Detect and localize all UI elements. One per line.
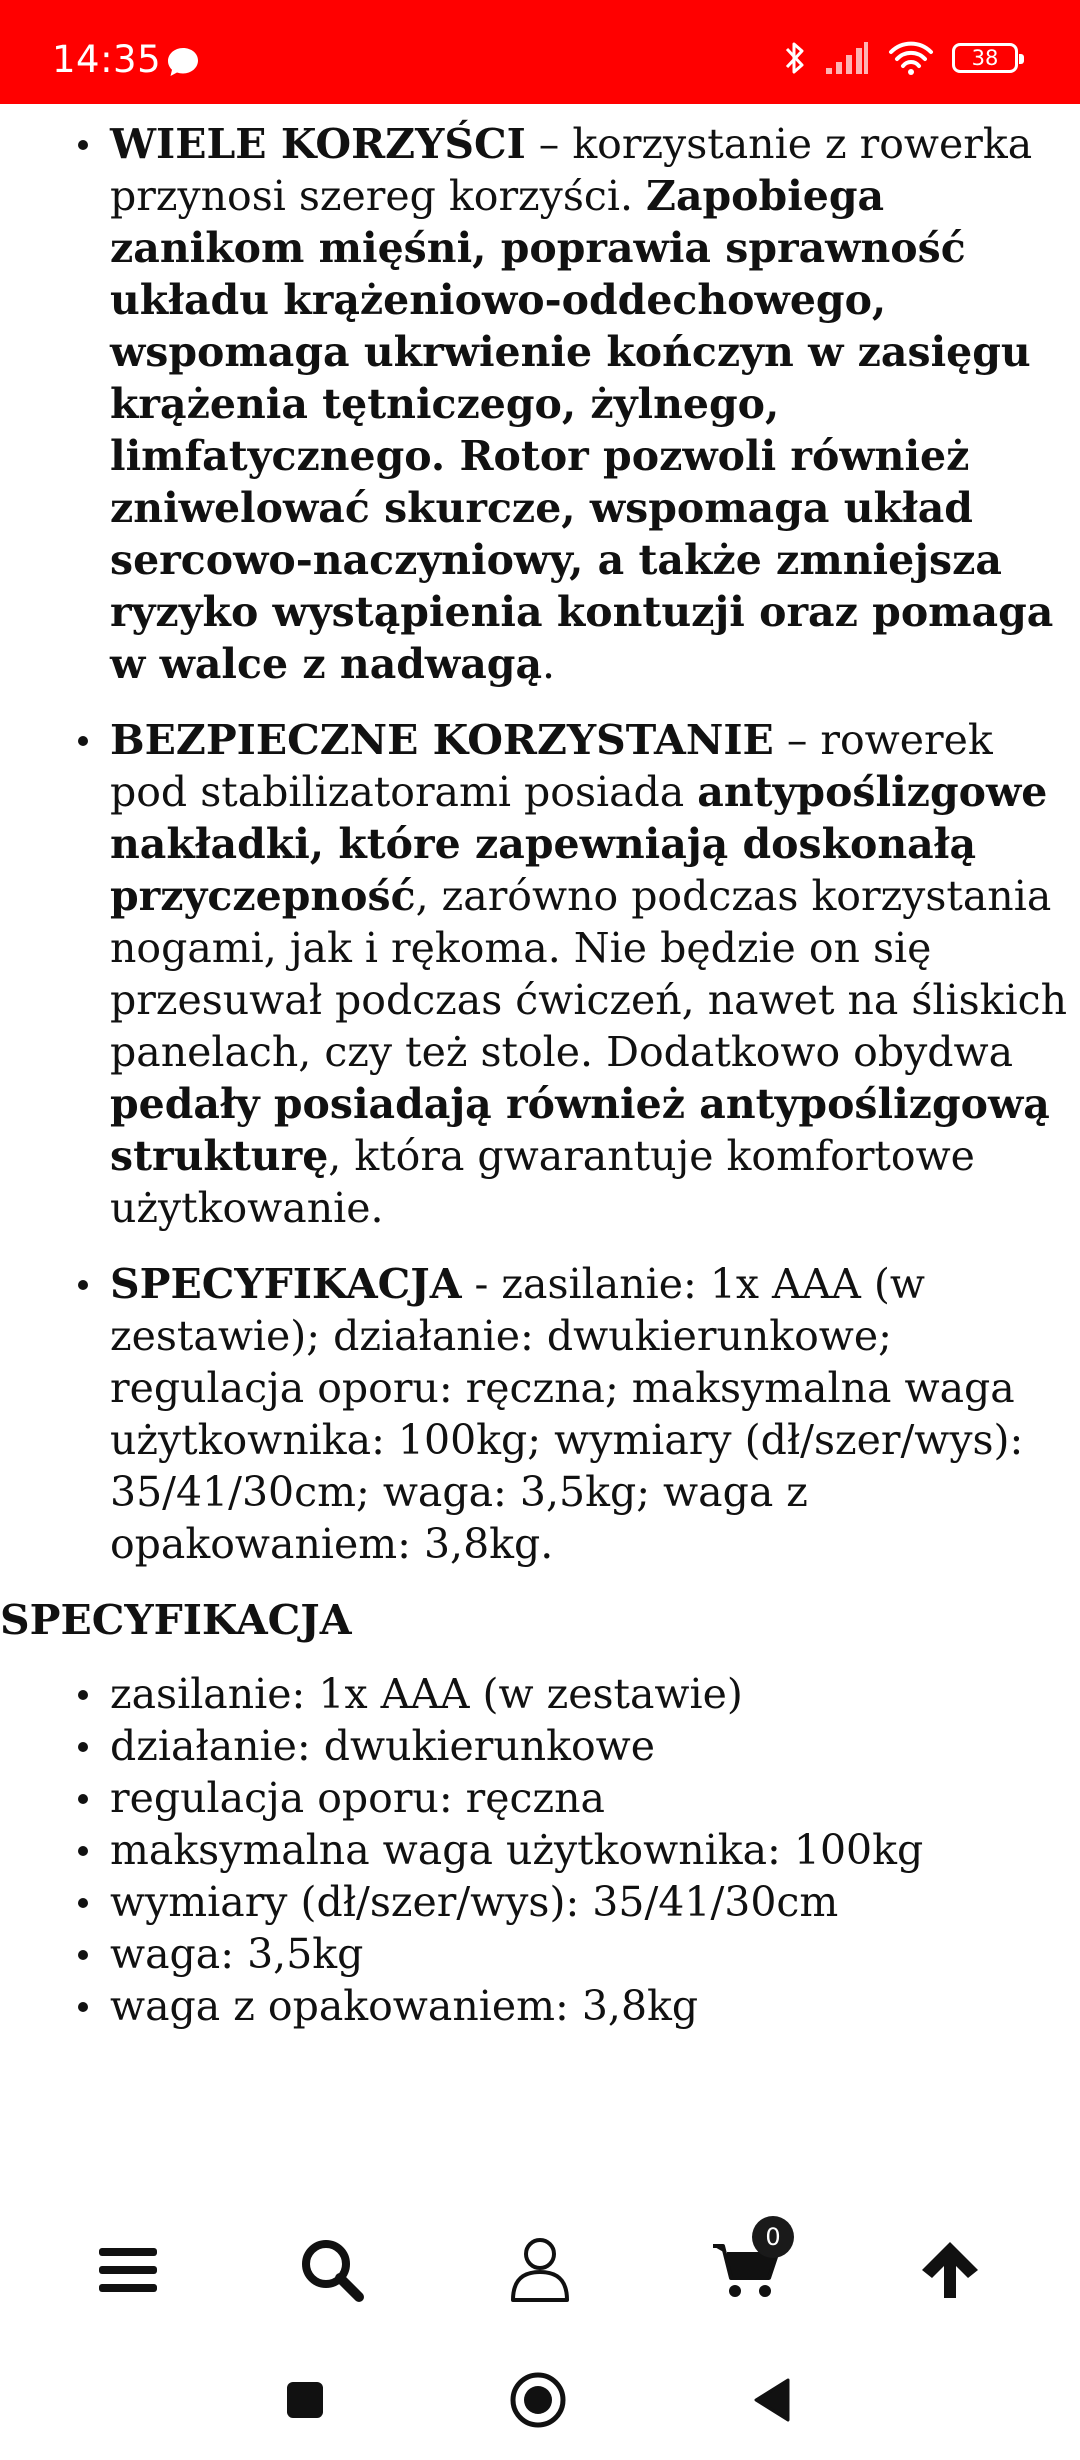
spec-item: zasilanie: 1x AAA (w zestawie) bbox=[0, 1668, 1080, 1720]
status-bar bbox=[0, 0, 1080, 104]
feature-bold-text: pedały posiadają również antypoślizgową strukturę bbox=[110, 1080, 1050, 1180]
search-button[interactable] bbox=[292, 2230, 372, 2310]
feature-heading: SPECYFIKACJA bbox=[110, 1260, 462, 1308]
scroll-top-button[interactable] bbox=[910, 2230, 990, 2310]
product-description bbox=[0, 104, 1080, 2032]
feature-bold-text: Zapobiega zanikom mięśni, poprawia sprawność układu krążeniowo-oddechowego, wspomaga ukrwienie kończyn w zasięgu krążenia tętniczego, żylnego, limfatycznego. Rotor pozwoli również zniwelować skurcze, wspomaga układ sercowo-naczyniowy, a także zmniejsza ryzyko wystąpienia kontuzji oraz pomaga w walce z nadwagą bbox=[110, 172, 1054, 688]
feature-text: – rowerek pod stabilizatorami posiada bbox=[110, 716, 993, 816]
menu-icon bbox=[97, 2244, 159, 2296]
list-item bbox=[0, 714, 1080, 1234]
cart-count-badge: 0 bbox=[752, 2216, 794, 2258]
bottom-nav bbox=[0, 2200, 1080, 2330]
spec-heading: SPECYFIKACJA bbox=[0, 1596, 352, 1644]
signal-icon bbox=[824, 40, 870, 76]
back-icon bbox=[752, 2378, 792, 2422]
features-list bbox=[0, 118, 1080, 1570]
battery-level: 38 bbox=[971, 46, 999, 70]
spec-list bbox=[0, 1668, 1080, 2032]
spec-item: maksymalna waga użytkownika: 100kg bbox=[0, 1824, 1080, 1876]
feature-text: , zarówno podczas korzystania nogami, jak i rękoma. Nie będzie on się przesuwał podczas ćwiczeń, nawet na śliskich panelach, czy też stole. Dodatkowo obydwa bbox=[110, 872, 1067, 1076]
home-icon bbox=[509, 2371, 567, 2429]
feature-heading: BEZPIECZNE KORZYSTANIE bbox=[110, 716, 774, 764]
recents-icon bbox=[285, 2380, 325, 2420]
status-icons bbox=[784, 38, 1018, 78]
back-button[interactable] bbox=[742, 2370, 802, 2430]
wifi-icon bbox=[888, 40, 934, 76]
list-item bbox=[0, 1258, 1080, 1570]
spec-item: działanie: dwukierunkowe bbox=[0, 1720, 1080, 1772]
battery-icon bbox=[952, 43, 1018, 73]
system-nav-bar bbox=[0, 2340, 1080, 2460]
feature-text: – korzystanie z rowerka przynosi szereg korzyści. bbox=[110, 120, 1033, 220]
recents-button[interactable] bbox=[275, 2370, 335, 2430]
feature-text: - zasilanie: 1x AAA (w zestawie); działanie: dwukierunkowe; regulacja oporu: ręczna; maksymalna waga użytkownika: 100kg; wymiary (dł/szer/wys): 35/41/30cm; waga: 3,5kg; waga z opakowaniem: 3,8kg. bbox=[110, 1260, 1024, 1568]
home-button[interactable] bbox=[508, 2370, 568, 2430]
arrow-up-icon bbox=[918, 2238, 982, 2302]
chat-bubble-icon bbox=[166, 46, 200, 78]
account-button[interactable] bbox=[500, 2230, 580, 2310]
feature-bold-text: antypoślizgowe nakładki, które zapewniają doskonałą przyczepność bbox=[110, 768, 1048, 920]
status-time: 14:35 bbox=[52, 38, 162, 81]
user-icon bbox=[509, 2236, 571, 2304]
menu-button[interactable] bbox=[88, 2230, 168, 2310]
bluetooth-icon bbox=[784, 39, 806, 77]
spec-item: wymiary (dł/szer/wys): 35/41/30cm bbox=[0, 1876, 1080, 1928]
spec-item: waga z opakowaniem: 3,8kg bbox=[0, 1980, 1080, 2032]
list-item bbox=[0, 118, 1080, 690]
feature-text: . bbox=[542, 640, 556, 688]
cart-button[interactable] bbox=[706, 2223, 786, 2310]
feature-text: , która gwarantuje komfortowe użytkowanie. bbox=[110, 1132, 975, 1232]
spec-item: regulacja oporu: ręczna bbox=[0, 1772, 1080, 1824]
search-icon bbox=[299, 2237, 365, 2303]
spec-item: waga: 3,5kg bbox=[0, 1928, 1080, 1980]
feature-heading: WIELE KORZYŚCI bbox=[110, 120, 526, 168]
